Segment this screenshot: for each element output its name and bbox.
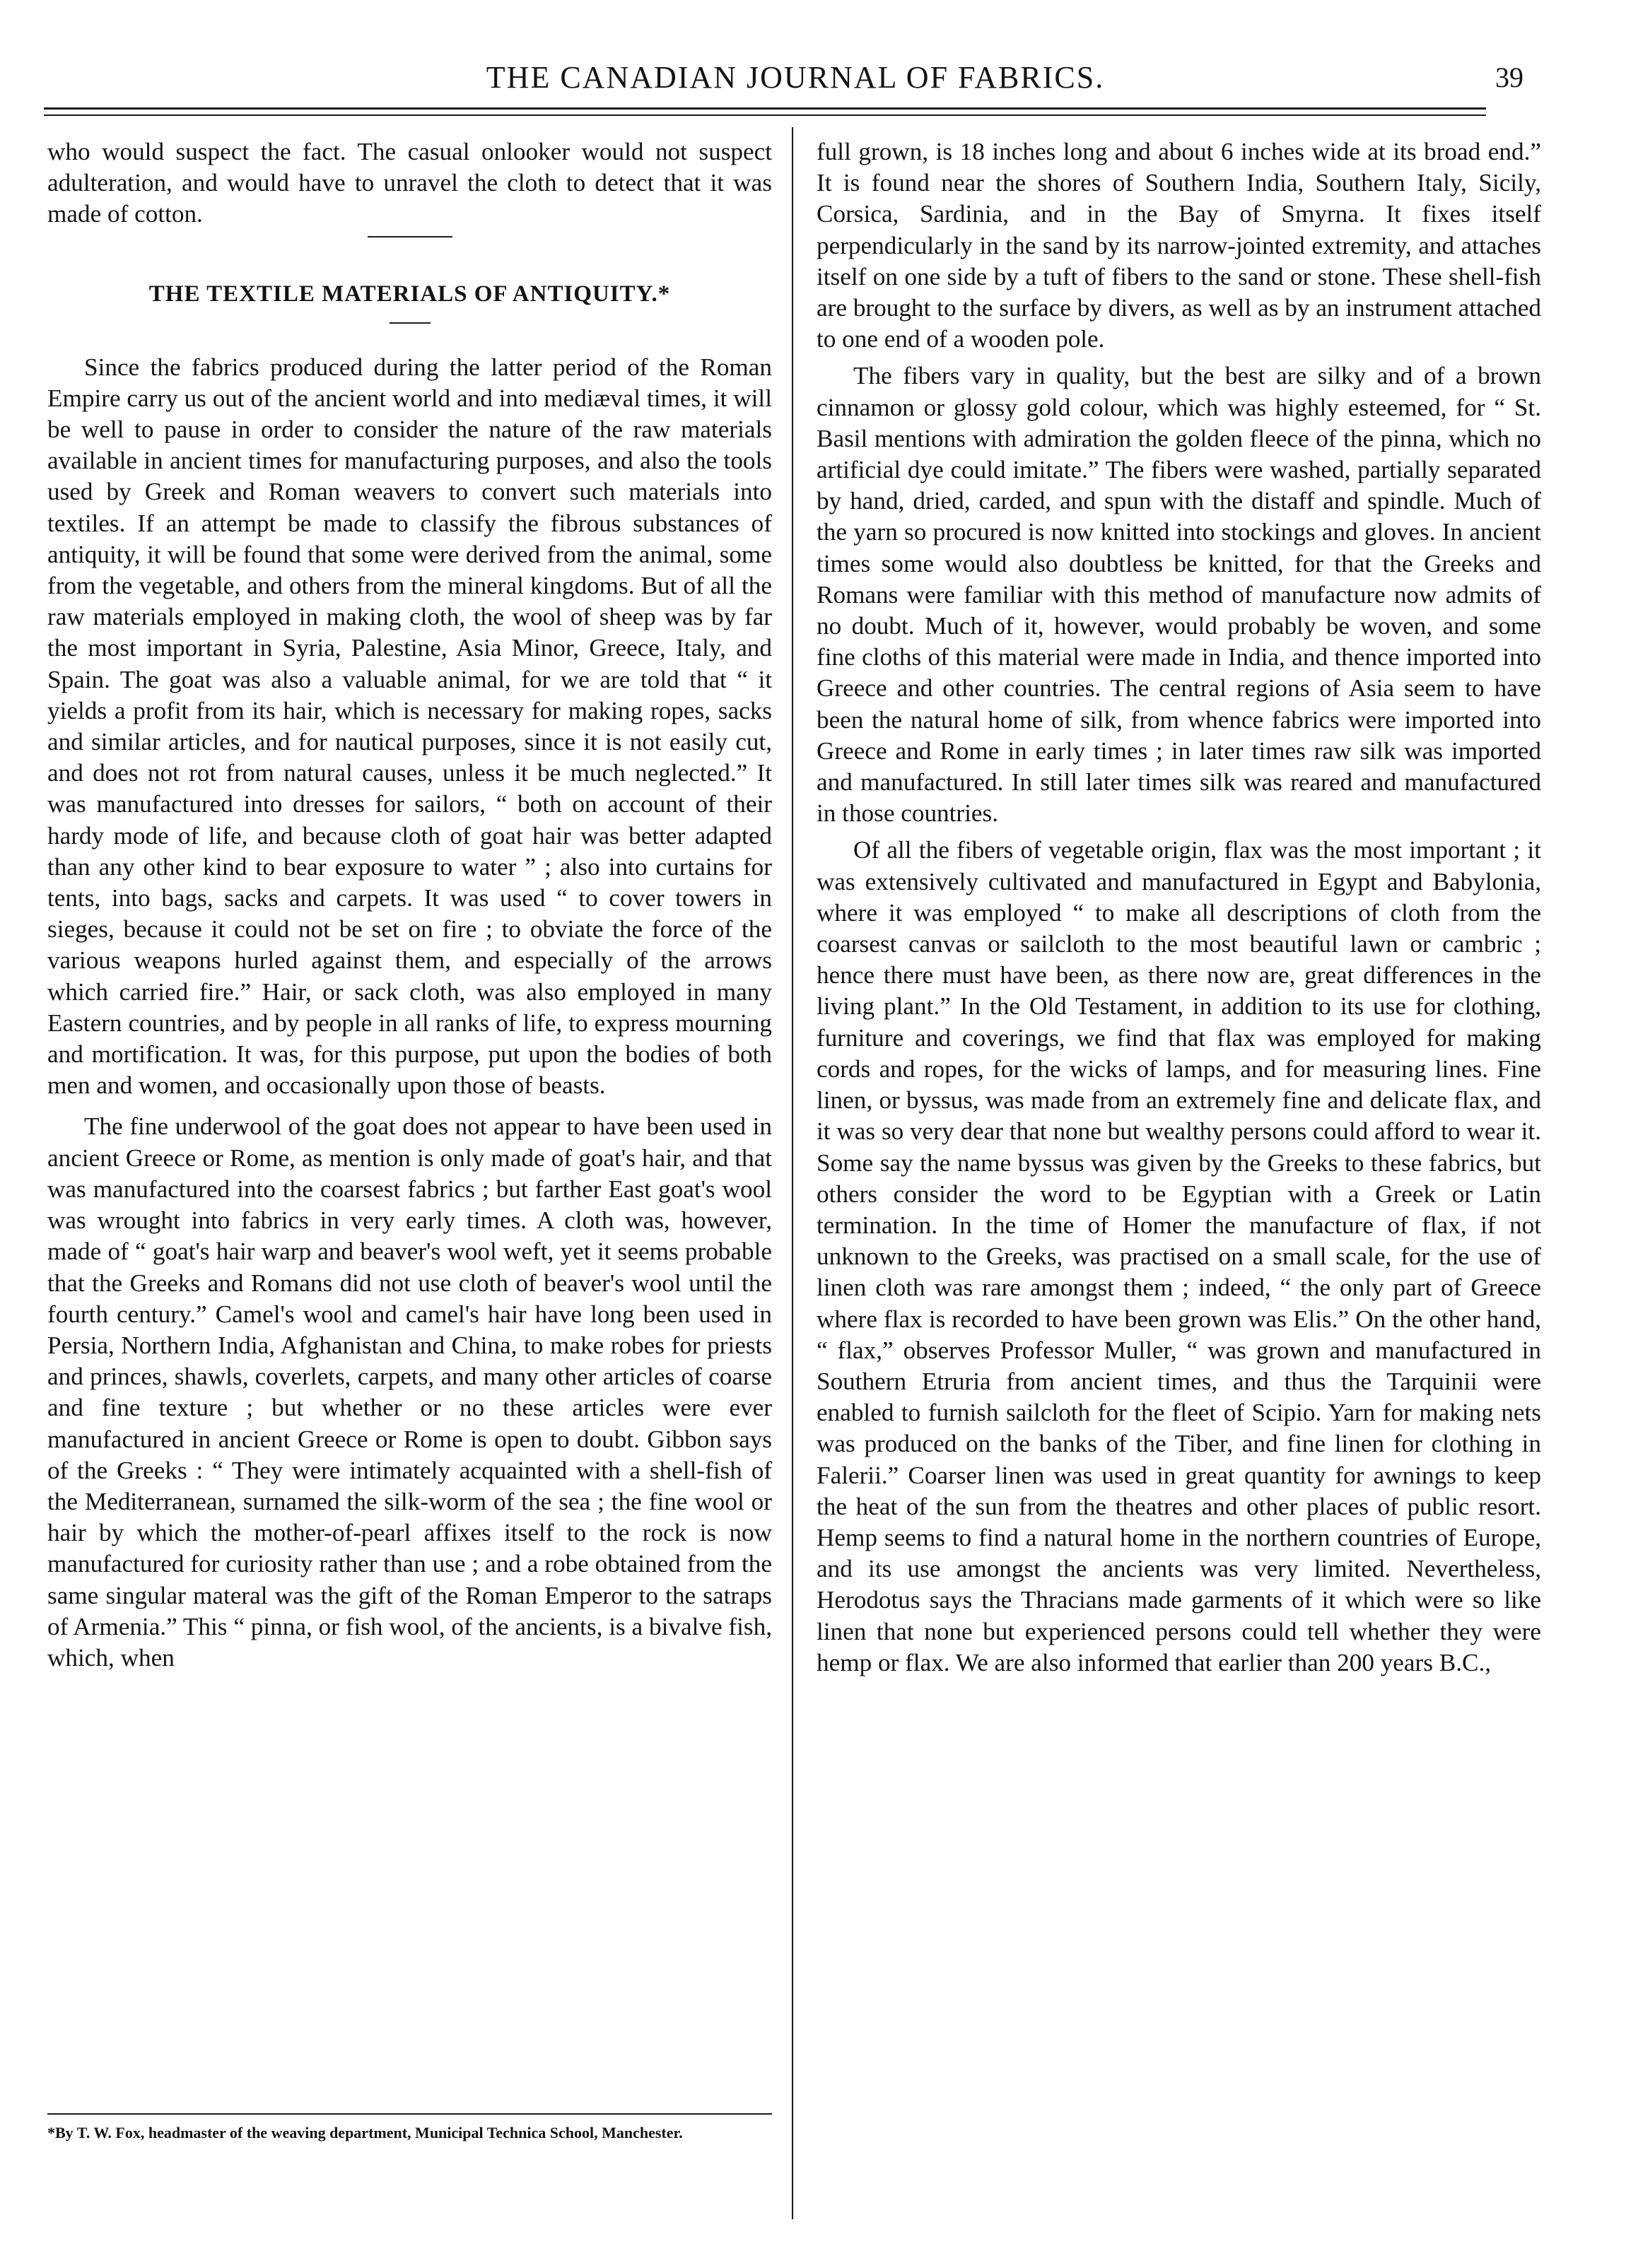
header-rule-bottom [44, 114, 1486, 116]
left-column [47, 136, 772, 1674]
continued-paragraph: who would suspect the fact. The casual onlooker would not suspect adulteration, and would have to unravel the cloth to detect that it was made of cotton. [47, 138, 772, 228]
page-header [42, 57, 1548, 99]
paragraph: Since the fabrics produced during the latter period of the Roman Empire carry us out of the ancient world and into mediæval times, it will be well to pause in order to consider the nature of the raw materials available in ancient times for manufacturing purposes, and also the tools used by Greek and Roman weavers to convert such materials into textiles. If an attempt be made to classify the fibrous substances of antiquity, it will be found that some were derived from the animal, some from the vegetable, and others from the mineral kingdoms. But of all the raw materials employed in making cloth, the wool of sheep was by far the most important in Syria, Palestine, Asia Minor, Greece, Italy, and Spain. The goat was also a valuable animal, for we are told that “ it yields a profit from its hair, which is necessary for making ropes, sacks and similar articles, and for nautical purposes, since it is not easily cut, and does not rot from natural causes, unless it be much neglected.” It was manufactured into dresses for sailors, “ both on account of their hardy mode of life, and because cloth of goat hair was better adapted than any other kind to bear exposure to water ” ; also into curtains for tents, into bags, sacks and carpets. It was used “ to cover towers in sieges, because it could not be set on fire ; to obviate the force of the various weapons hurled against them, and especially of the arrows which carried fire.” Hair, or sack cloth, was also employed in many Eastern countries, and by people in all ranks of life, to express mourning and mortification. It was, for this purpose, put upon the bodies of both men and women, and occasionally upon those of beasts. [47, 353, 772, 1100]
title-rule [390, 322, 431, 324]
paragraph: The fibers vary in quality, but the best are silky and of a brown cinnamon or glossy gold colour, which was highly esteemed, for “ St. Basil mentions with admiration the golden fleece of the pinna, which no artificial dye could imitate.” The fibers were washed, partially separated by hand, dried, carded, and spun with the distaff and spindle. Much of the yarn so procured is now knitted into stockings and gloves. In ancient times some would also doubtless be knitted, for that the Greeks and Romans were familiar with this method of manufacture now admits of no doubt. Much of it, however, would probably be woven, and some fine cloths of this material were made in India, and thence imported into Greece and other countries. The central regions of Asia seem to have been the natural home of silk, from whence fabrics were imported into Greece and Rome in early times ; in later times raw silk was imported and manufactured. In still later times silk was reared and manufactured in those countries. [817, 362, 1541, 828]
paragraph: The fine underwool of the goat does not appear to have been used in ancient Greece or Rome, as mention is only made of goat's hair, and that was manufactured into the coarsest fabrics ; but farther East goat's wool was wrought into fabrics in very early times. A cloth was, however, made of “ goat's hair warp and beaver's wool weft, yet it seems probable that the Greeks and Romans did not use cloth of beaver's wool until the fourth century.” Camel's wool and camel's hair have long been used in Persia, Northern India, Afghanistan and China, to make robes for priests and princes, shawls, coverlets, carpets, and many other articles of coarse and fine texture ; but whether or no these articles were ever manufactured in ancient Greece or Rome is open to doubt. Gibbon says of the Greeks : “ They were intimately acquainted with a shell-fish of the Mediterranean, surnamed the silk-worm of the sea ; the fine wool or hair by which the mother-of-pearl affixes itself to the rock is now manufactured for curiosity rather than use ; and a robe obtained from the same singular materal was the gift of the Roman Emperor to the satraps of Armenia.” This “ pinna, or fish wool, of the ancients, is a bivalve fish, which, when [47, 1112, 772, 1671]
page-number: 39 [1495, 61, 1523, 93]
footnote: *By T. W. Fox, headmaster of the weaving department, Municipal Technica School, Manchester. [47, 2124, 683, 2141]
paragraph: Of all the fibers of vegetable origin, flax was the most important ; it was extensively cultivated and manufactured in Egypt and Babylonia, where it was employed “ to make all descriptions of cloth from the coarsest canvas or sailcloth to the most beautiful lawn or cambric ; hence there must have been, as there now are, great differences in the living plant.” In the Old Testament, in addition to its use for clothing, furniture and coverings, we find that flax was employed for making cords and ropes, for the wicks of lamps, and for measuring lines. Fine linen, or byssus, was made from an extremely fine and delicate flax, and it was so very dear that none but wealthy persons could afford to wear it. Some say the name byssus was given by the Greeks to these fabrics, but others consider the word to be Egyptian with a Greek or Latin termination. In the time of Homer the manufacture of flax, if not unknown to the Greeks, was practised on a small scale, for the use of linen cloth was rare amongst them ; indeed, “ the only part of Greece where flax is recorded to have been grown was Elis.” On the other hand, “ flax,” observes Professor Muller, “ was grown and manufactured in Southern Etruria from ancient times, and thus the Tarquinii were enabled to furnish sailcloth for the fleet of Scipio. Yarn for making nets was produced on the banks of the Tiber, and fine linen for clothing in Falerii.” Coarser linen was used in great quantity for awnings to keep the heat of the sun from the theatres and other places of public resort. Hemp seems to find a natural home in the northern countries of Europe, and its use amongst the ancients was very limited. Nevertheless, Herodotus says the Thracians made garments of it which were so like linen that none but experienced persons could tell whether they were hemp or flax. We are also informed that earlier than 200 years B.C., [817, 836, 1541, 1676]
right-column [817, 136, 1541, 1679]
footnote-rule [47, 2113, 772, 2115]
paragraph: full grown, is 18 inches long and about 6 inches wide at its broad end.” It is found near the shores of Southern India, Southern Italy, Sicily, Corsica, Sardinia, and in the Bay of Smyrna. It fixes itself perpendicularly in the sand by its narrow-jointed extremity, and attaches itself on one side by a tuft of fibers to the sand or stone. These shell-fish are brought to the surface by divers, as well as by an instrument attached to one end of a wooden pole. [817, 138, 1541, 353]
separator-rule [368, 236, 452, 237]
header-rule-top [44, 107, 1486, 110]
journal-title: THE CANADIAN JOURNAL OF FABRICS. [486, 60, 1105, 95]
article-title: THE TEXTILE MATERIALS OF ANTIQUITY.* [148, 281, 671, 307]
column-divider [792, 127, 793, 2219]
